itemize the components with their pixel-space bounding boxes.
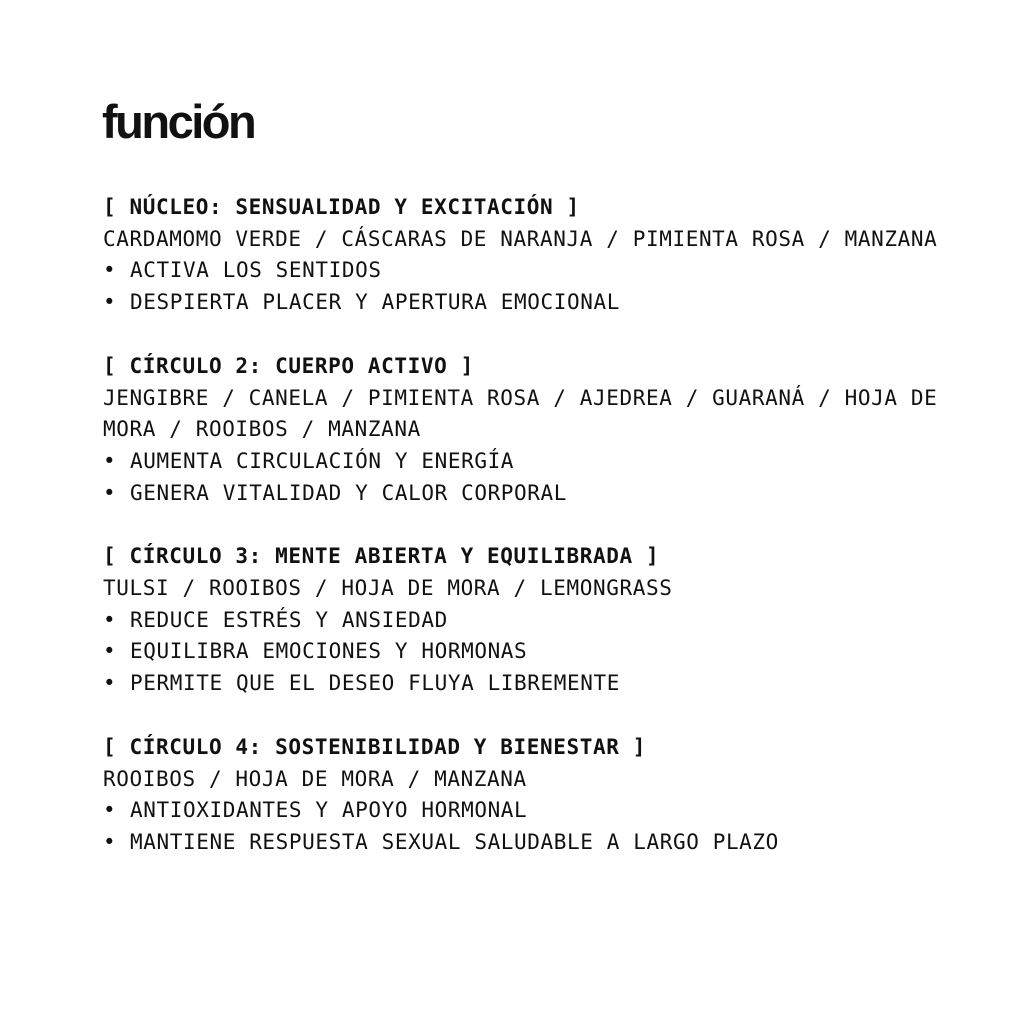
benefit-text: ACTIVA LOS SENTIDOS (130, 258, 382, 283)
section-circulo-4 (103, 732, 963, 859)
benefit-text: ANTIOXIDANTES Y APOYO HORMONAL (130, 798, 528, 823)
function-content (103, 192, 963, 891)
benefit-item (103, 827, 963, 859)
benefit-item (103, 255, 963, 287)
section-nucleo (103, 192, 963, 319)
section-circulo-3 (103, 541, 963, 700)
bullet-icon: • (103, 258, 117, 283)
ingredients-list: JENGIBRE / CANELA / PIMIENTA ROSA / AJEDREA / GUARANÁ / HOJA DE MORA / ROOIBOS / MANZANA (103, 385, 938, 442)
bullet-icon: • (103, 798, 117, 823)
section-circulo-2 (103, 351, 963, 510)
bullet-icon: • (103, 671, 117, 696)
benefit-text: REDUCE ESTRÉS Y ANSIEDAD (130, 607, 448, 632)
bullet-icon: • (103, 290, 117, 315)
section-heading: [ CÍRCULO 2: CUERPO ACTIVO ] (103, 353, 474, 378)
benefit-text: AUMENTA CIRCULACIÓN Y ENERGÍA (130, 448, 515, 473)
benefit-item (103, 795, 963, 827)
benefit-text: GENERA VITALIDAD Y CALOR CORPORAL (130, 480, 568, 505)
bullet-icon: • (103, 480, 117, 505)
bullet-icon: • (103, 448, 117, 473)
section-heading: [ NÚCLEO: SENSUALIDAD Y EXCITACIÓN ] (103, 195, 580, 219)
bullet-icon: • (103, 639, 117, 664)
benefit-text: DESPIERTA PLACER Y APERTURA EMOCIONAL (130, 290, 620, 315)
bullet-icon: • (103, 829, 117, 854)
benefit-item (103, 478, 963, 510)
bullet-icon: • (103, 607, 117, 632)
benefit-item (103, 605, 963, 637)
benefit-item (103, 636, 963, 668)
benefit-item (103, 668, 963, 700)
benefit-item (103, 287, 963, 319)
section-heading: [ CÍRCULO 4: SOSTENIBILIDAD Y BIENESTAR ] (103, 734, 646, 759)
benefit-item (103, 446, 963, 478)
ingredients-list: CARDAMOMO VERDE / CÁSCARAS DE NARANJA / PIMIENTA ROSA / MANZANA (103, 226, 938, 251)
benefit-text: EQUILIBRA EMOCIONES Y HORMONAS (130, 639, 528, 664)
page-title: función (102, 95, 255, 148)
section-heading: [ CÍRCULO 3: MENTE ABIERTA Y EQUILIBRADA ] (103, 544, 660, 569)
benefit-text: PERMITE QUE EL DESEO FLUYA LIBREMENTE (130, 671, 620, 696)
ingredients-list: ROOIBOS / HOJA DE MORA / MANZANA (103, 766, 527, 791)
benefit-text: MANTIENE RESPUESTA SEXUAL SALUDABLE A LARGO PLAZO (130, 829, 779, 854)
ingredients-list: TULSI / ROOIBOS / HOJA DE MORA / LEMONGRASS (103, 576, 673, 601)
